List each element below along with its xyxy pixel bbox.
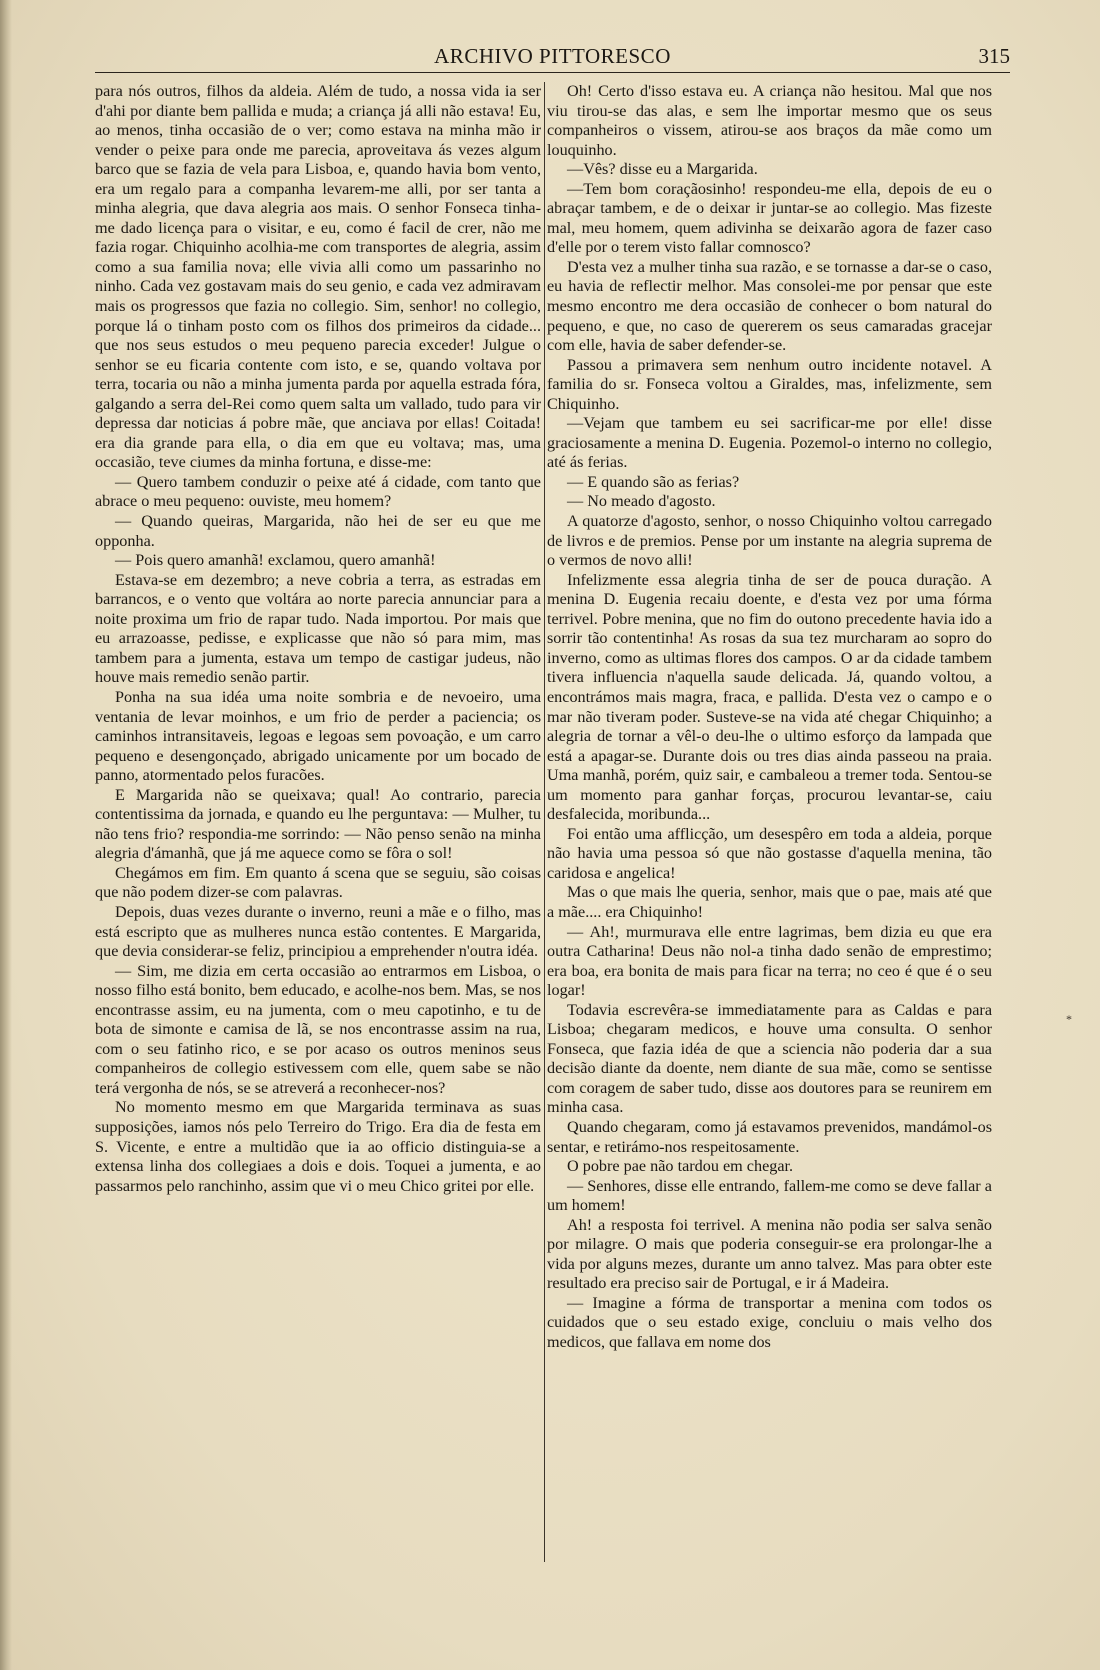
header-rule xyxy=(95,72,1010,73)
paragraph: Ponha na sua idéa uma noite sombria e de nevoeiro, uma ventania de levar moinhos, e um frio de perder a paciencia; os caminhos intransitaveis, legoas e legoas sem povoação, e um carro pequeno e desengonçado, abrigado unicamente por um bocado de panno, atormentado pelos furacões. xyxy=(95,687,541,785)
paragraph: Depois, duas vezes durante o inverno, reuni a mãe e o filho, mas está escripto que as mulheres nunca estão contentes. E Margarida, que devia considerar-se feliz, principiou a emprehender n'outra idéa. xyxy=(95,902,541,961)
paragraph: Chegámos em fim. Em quanto á scena que se seguiu, são coisas que não podem dizer-se com palavras. xyxy=(95,863,541,902)
paragraph: —Tem bom coraçãosinho! respondeu-me ella, depois de eu o abraçar tambem, e de o deixar ir juntar-se ao collegio. Mas fizeste mal, meu homem, quem adivinha se deixarão agora de fazer caso d'elle por o terem visto fallar comnosco? xyxy=(547,179,992,257)
paragraph: — No meado d'agosto. xyxy=(567,492,716,511)
paragraph: —Vejam que tambem eu sei sacrificar-me por elle! disse graciosamente a menina D. Eugenia. Pozemol-o interno no collegio, até ás ferias. xyxy=(547,414,992,472)
paragraph: Infelizmente essa alegria tinha de ser de pouca duração. A menina D. Eugenia recaiu doente, e d'esta vez por uma fórma terrivel. Pobre menina, que no fim do outono precedente havia ido a sorrir tão contentinha! As rosas da sua tez murcharam ao sopro do inverno, como as ultimas flores dos campos. O ar da cidade tambem tivera influencia n'aquella saude delicada. Já, quando voltou, a encontrámos mais magra, fraca, e pallida. D'esta vez o campo e o mar não tiveram poder. Susteve-se na vida até chegar Chiquinho; a alegria de tornar a vêl-o deu-lhe o ultimo esforço da lampada que está a apagar-se. Durante dois ou tres dias ainda passeou na praia. Uma manhã, porém, quiz sair, e cambaleou a tremer toda. Sentou-se um momento para ganhar forças, procurou levantar-se, caiu desfalecida, moribunda... xyxy=(547,570,992,824)
column-divider xyxy=(544,82,545,1562)
paragraph: A quatorze d'agosto, senhor, o nosso Chiquinho voltou carregado de livros e de premios. Pense por um instante na alegria suprema de o vermos de novo alli! xyxy=(547,512,992,570)
paragraph: O pobre pae não tardou em chegar. xyxy=(567,1157,794,1176)
paragraph: — Sim, me dizia em certa occasião ao entrarmos em Lisboa, o nosso filho está bonito, bem educado, e acolhe-nos bem. Mas, se nos encontrasse assim, eu na jumenta, com o meu capotinho, e tu de bota de simonte e camisa de lã, se nos encontrasse assim na rua, com o seu fatinho rico, e se por acaso os outros meninos seus companheiros de collegio estivessem com elle, quem sabe se não terá vergonha de nós, se se atreverá a reconhecer-nos? xyxy=(95,961,541,1097)
paragraph: — Imagine a fórma de transportar a menina com todos os cuidados que o seu estado exige, concluiu o mais velho dos medicos, que fallava em nome dos xyxy=(547,1293,992,1351)
paragraph: E Margarida não se queixava; qual! Ao contrario, parecia contentissima da jornada, e quando eu lhe perguntava: — Mulher, tu não tens frio? respondia-me sorrindo: — Não penso senão na minha alegria d'ámanhã, que já me aquece como se fôra o sol! xyxy=(95,785,541,863)
paragraph: Estava-se em dezembro; a neve cobria a terra, as estradas em barrancos, e o vento que voltára ao norte parecia annunciar para a noite proxima um frio de rapar tudo. Nada importou. Por mais que eu arrazoasse, pedisse, e explicasse que não só para mim, mas tambem para a jumenta, estava um tempo de castigar judeus, não houve mais remedio senão partir. xyxy=(95,570,541,687)
paragraph: —Vês? disse eu a Margarida. xyxy=(567,160,758,179)
paragraph: Quando chegaram, como já estavamos prevenidos, mandámol-os sentar, e retirámo-nos respeitosamente. xyxy=(547,1117,992,1156)
paragraph: — Quero tambem conduzir o peixe até á cidade, com tanto que abrace o meu pequeno: ouviste, meu homem? xyxy=(95,472,541,511)
paragraph: Todavia escrevêra-se immediatamente para as Caldas e para Lisboa; chegaram medicos, e houve uma consulta. O senhor Fonseca, que fazia idéa de que a sciencia não poderia dar a sua decisão diante da doente, nem diante de sua mãe, como se sentisse com coragem de saber tudo, disse aos doutores para se reunirem em minha casa. xyxy=(547,1000,992,1117)
paragraph: — E quando são as ferias? xyxy=(567,472,740,491)
left-column xyxy=(95,82,541,1196)
paragraph: Ah! a resposta foi terrivel. A menina não podia ser salva senão por milagre. O mais que poderia conseguir-se era prolongar-lhe a vida por alguns mezes, durante um anno talvez. Mas para obter este resultado era preciso sair de Portugal, e ir á Madeira. xyxy=(547,1215,992,1293)
page-binding-shadow xyxy=(0,0,12,1670)
paragraph: No momento mesmo em que Margarida terminava as suas supposições, iamos nós pelo Terreiro do Trigo. Era dia de festa em S. Vicente, e entre a multidão que ia ao officio distinguia-se a extensa linha dos collegiaes a dois e dois. Toquei a jumenta, e ao passarmos pelo ranchinho, assim que vi o meu Chico gritei por elle. xyxy=(95,1098,541,1195)
paragraph: para nós outros, filhos da aldeia. Além de tudo, a nossa vida ia ser d'ahi por diante bem pallida e muda; a criança já alli não estava! Eu, ao menos, tinha occasião de o ver; como estava na minha mão ir vender o peixe para onde me parecia, aproveitava ás vezes algum barco que se fazia de vela para Lisboa, e, quando havia bom vento, era um regalo para a companha levarem-me alli, por ser tanta a minha alegria, que dava alegria aos mais. O senhor Fonseca tinha-me dado licença para o visitar, e eu, como é facil de crer, não me fazia rogar. Chiquinho acolhia-me com transportes de alegria, assim como a sua familia nova; elle vivia alli como um passarinho no ninho. Cada vez gostavam mais do seu genio, e cada vez admiravam mais os progressos que fazia no collegio. Sim, senhor! no collegio, porque lá o tinham posto com os filhos dos primeiros da cidade... que nos seus estudos o meu pequeno parecia exceder! Julgue o senhor se eu ficaria contente com isto, e se, quando voltava por terra, tocaria ou não a minha jumenta parda por aquella estrada fóra, galgando a serra del-Rei como quem salta um vallado, tudo para vir depressa dar noticias á pobre mãe, que anciava por ellas! Coitada! era dia grande para ella, o dia em que eu voltava; mas, uma occasião, teve ciumes da minha fortuna, e disse-me: xyxy=(95,82,541,472)
paragraph: — Ah!, murmurava elle entre lagrimas, bem dizia eu que era outra Catharina! Deus não nol-a tinha dado senão de emprestimo; era boa, era bonita de mais para ficar na terra; no ceo é que é o seu logar! xyxy=(547,922,992,1000)
margin-mark: * xyxy=(1066,1012,1072,1026)
paragraph: Oh! Certo d'isso estava eu. A criança não hesitou. Mal que nos viu tirou-se das alas, e sem lhe importar mesmo que os seus companheiros o vissem, atirou-se aos braços da mãe como um louquinho. xyxy=(547,82,992,159)
publication-title: ARCHIVO PITTORESCO xyxy=(434,44,671,68)
right-column xyxy=(547,82,992,1353)
running-header xyxy=(95,44,1010,74)
paragraph: — Senhores, disse elle entrando, fallem-me como se deve fallar a um homem! xyxy=(547,1176,992,1215)
paragraph: — Pois quero amanhã! exclamou, quero amanhã! xyxy=(115,551,436,570)
paragraph: Mas o que mais lhe queria, senhor, mais que o pae, mais até que a mãe.... era Chiquinho! xyxy=(547,883,992,921)
paragraph: — Quando queiras, Margarida, não hei de ser eu que me opponha. xyxy=(95,512,541,550)
paragraph: D'esta vez a mulher tinha sua razão, e se tornasse a dar-se o caso, eu havia de reflectir melhor. Mas consolei-me por pensar que este mesmo encontro me dera occasião de conhecer o bom natural do pequeno, e que, no caso de quererem os seus camaradas gracejar com elle, havia de saber defender-se. xyxy=(547,257,992,355)
page-number: 315 xyxy=(978,44,1010,68)
paragraph: Passou a primavera sem nenhum outro incidente notavel. A familia do sr. Fonseca voltou a Giraldes, mas, infelizmente, sem Chiquinho. xyxy=(547,355,992,413)
paragraph: Foi então uma afflicção, um desespêro em toda a aldeia, porque não havia uma pessoa só que não gostasse d'aquella menina, tão caridosa e angelica! xyxy=(547,824,992,882)
